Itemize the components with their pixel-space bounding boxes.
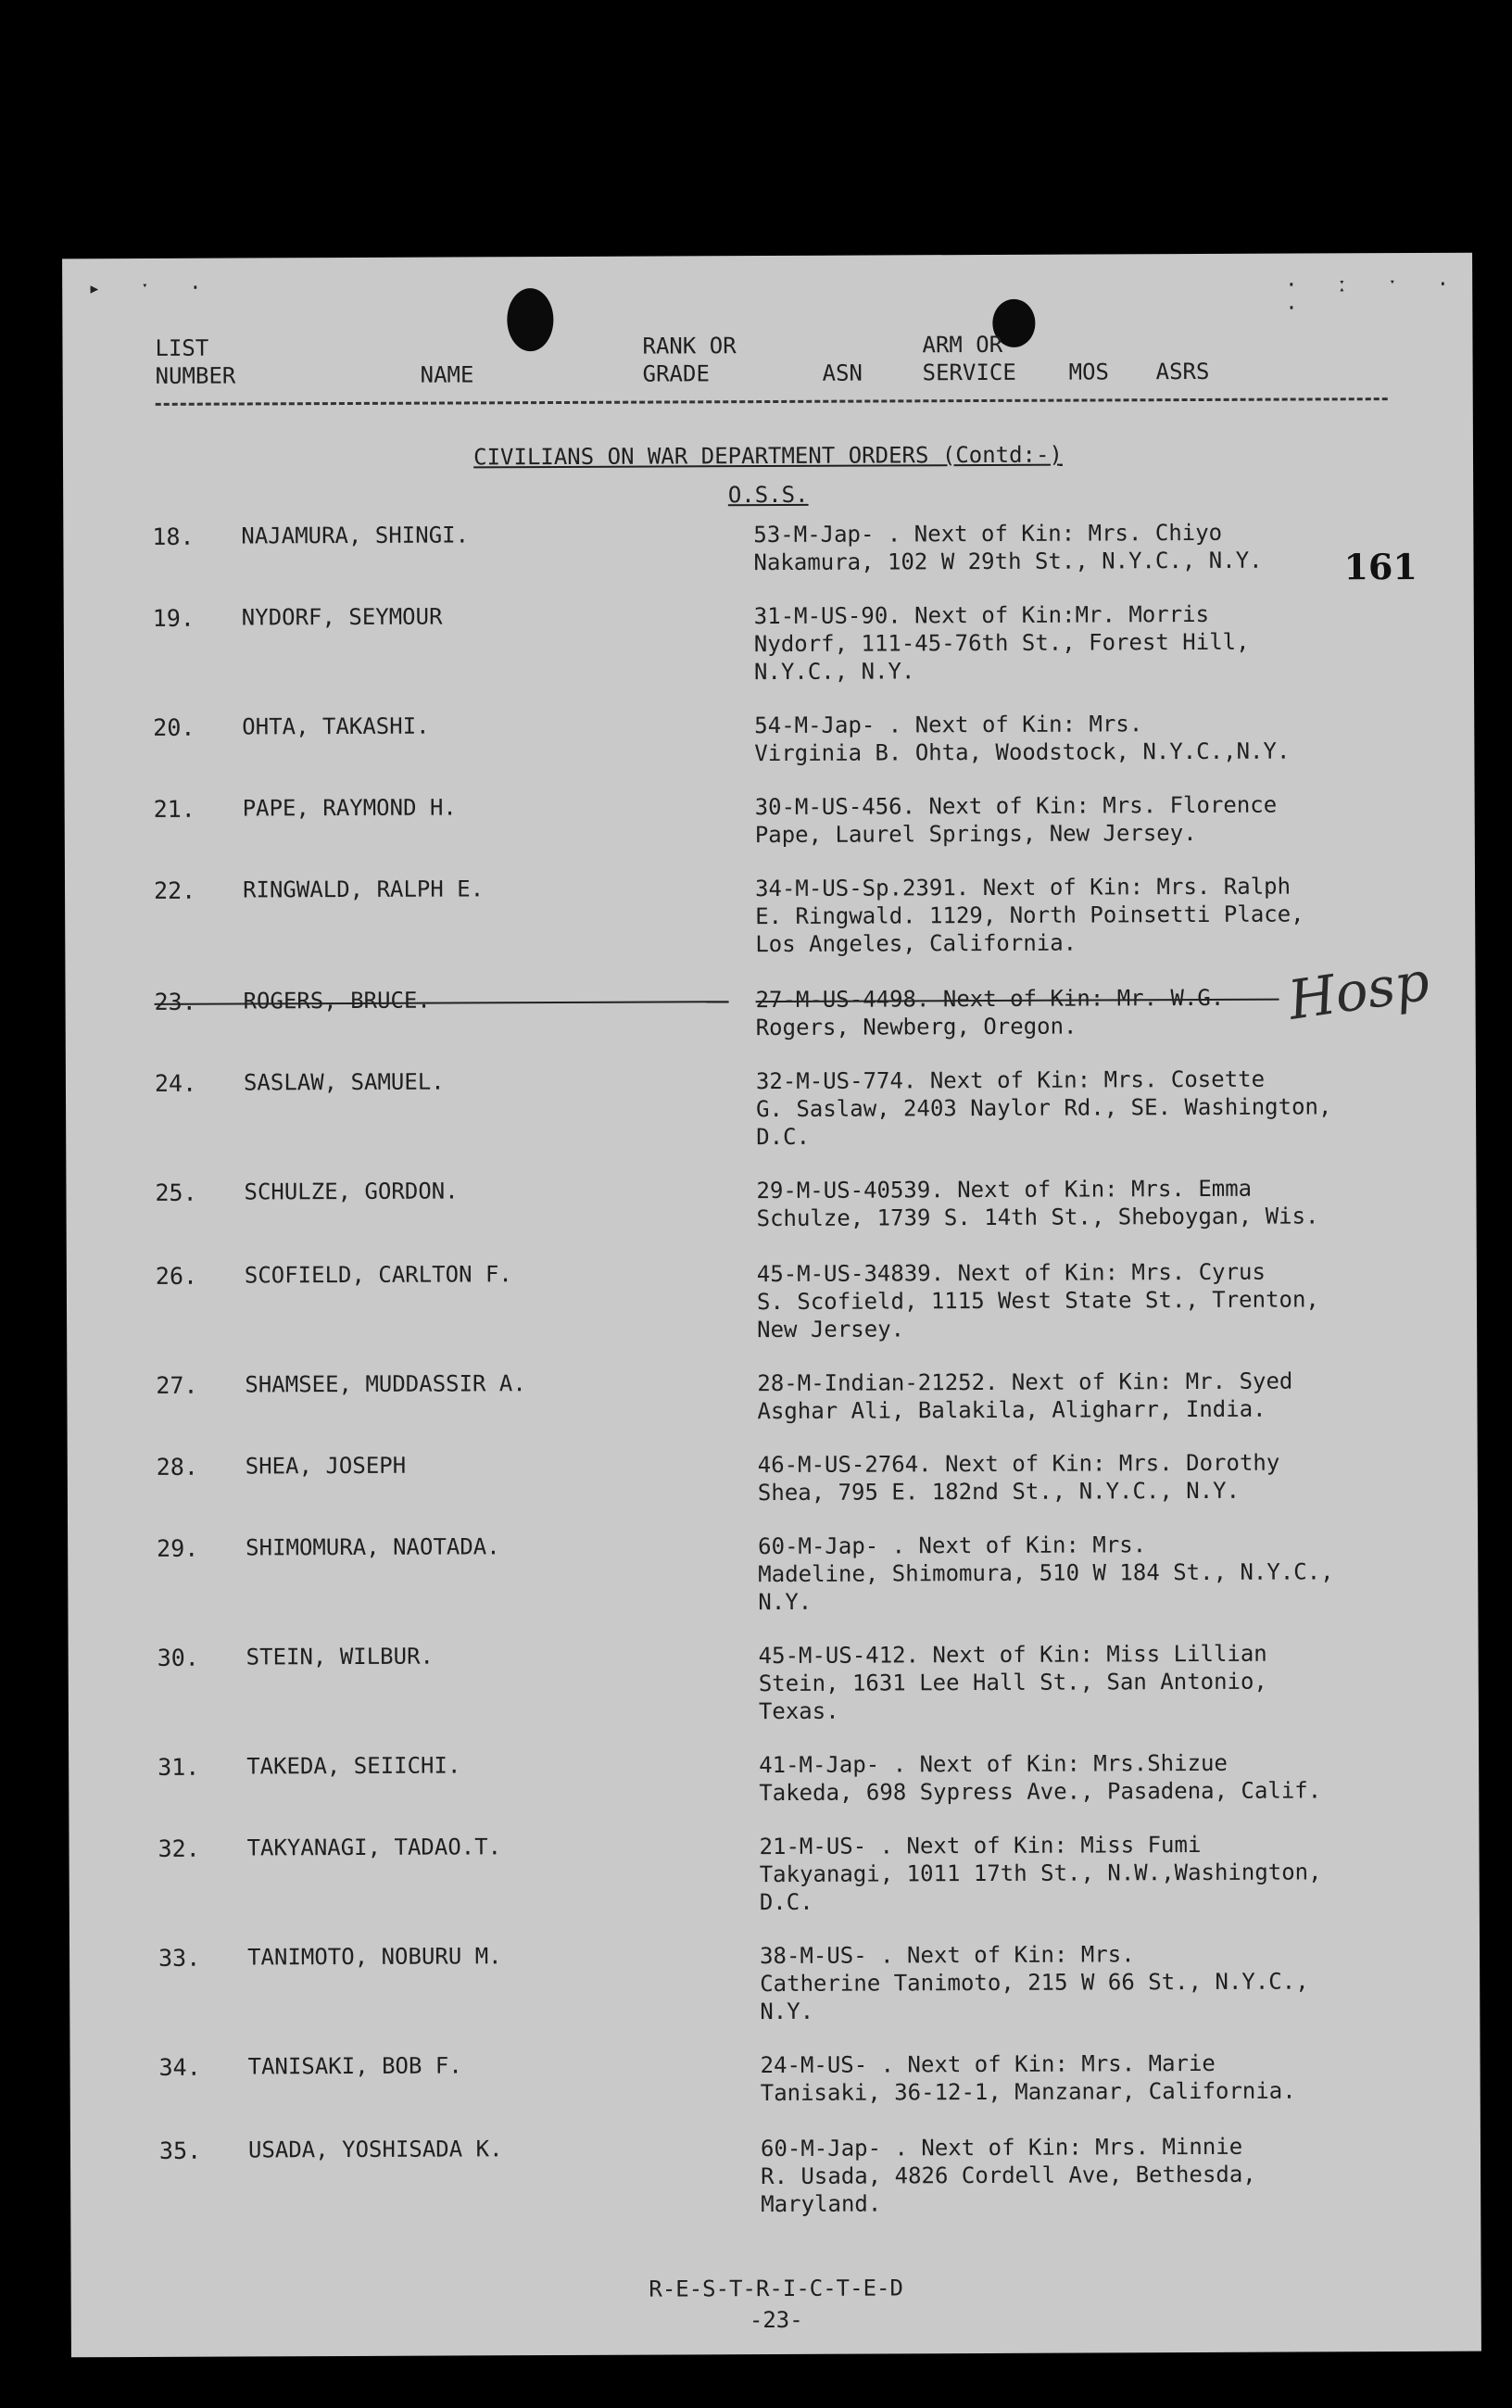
entry-details: 27-M-US-4498. Next of Kin: Mr. W.G. Rogers, Newberg, Oregon.	[755, 984, 1225, 1041]
entry-number: 34.	[158, 2053, 201, 2081]
entry-number: 29.	[157, 1534, 199, 1562]
entry-name: SHEA, JOSEPH	[245, 1452, 407, 1480]
speck-marks: · ː ˑ · ·	[1285, 272, 1462, 321]
entry-details: 31-M-US-90. Next of Kin:Mr. Morris Nydorf, 111-45-76th St., Forest Hill, N.Y.C., N.Y.	[753, 600, 1250, 686]
entry-details: 53-M-Jap- . Next of Kin: Mrs. Chiyo Nakamura, 102 W 29th St., N.Y.C., N.Y.	[753, 519, 1263, 576]
entry-number: 23.	[154, 988, 196, 1015]
entry-details: 41-M-Jap- . Next of Kin: Mrs.Shizue Takeda, 698 Sypress Ave., Pasadena, Calif.	[759, 1749, 1322, 1807]
page-number: -23-	[749, 2306, 803, 2334]
entry-details: 60-M-Jap- . Next of Kin: Mrs. Minnie R. Usada, 4826 Cordell Ave, Bethesda, Maryland.	[760, 2133, 1256, 2218]
list-entry	[66, 1174, 1476, 1232]
entry-number: 30.	[157, 1644, 199, 1671]
entry-name: TAKEDA, SEIICHI.	[246, 1752, 461, 1780]
col-header-list-number: LIST NUMBER	[155, 334, 236, 389]
entry-name: SASLAW, SAMUEL.	[243, 1068, 445, 1096]
list-entry	[65, 790, 1475, 849]
entry-name: TANISAKI, BOB F.	[247, 2052, 462, 2080]
entry-name: USADA, YOSHISADA K.	[247, 2136, 503, 2163]
list-entry	[69, 1830, 1479, 1916]
entry-number: 27.	[156, 1371, 198, 1399]
list-entry	[65, 872, 1475, 958]
entry-name: SCHULZE, GORDON.	[244, 1178, 459, 1205]
entry-details: 28-M-Indian-21252. Next of Kin: Mr. Syed Asghar Ali, Balakila, Aligharr, India.	[757, 1368, 1293, 1425]
entry-number: 25.	[155, 1179, 197, 1206]
restricted-marking: R-E-S-T-R-I-C-T-E-D	[649, 2275, 903, 2302]
list-entry	[69, 1748, 1479, 1807]
entry-details: 45-M-US-34839. Next of Kin: Mrs. Cyrus S. Scofield, 1115 West State St., Trenton, New Jersey.	[756, 1258, 1319, 1343]
entry-name: OHTA, TAKASHI.	[242, 712, 430, 740]
list-entry	[70, 2049, 1480, 2107]
col-header-arm: ARM OR SERVICE	[922, 331, 1016, 386]
subsection-title: O.S.S.	[727, 481, 809, 509]
entry-details: 32-M-US-774. Next of Kin: Mrs. Cosette G. Saslaw, 2403 Naylor Rd., SE. Washington, D.C.	[755, 1065, 1332, 1151]
list-entry	[69, 1639, 1479, 1725]
entry-number: 31.	[158, 1753, 200, 1781]
entry-details: 54-M-Jap- . Next of Kin: Mrs. Virginia B. Ohta, Woodstock, N.Y.C.,N.Y.	[754, 711, 1291, 767]
entry-name: SHIMOMURA, NAOTADA.	[246, 1533, 500, 1561]
entry-details: 24-M-US- . Next of Kin: Mrs. Marie Tanisaki, 36-12-1, Manzanar, California.	[760, 2049, 1296, 2107]
entry-name: PAPE, RAYMOND H.	[242, 794, 457, 822]
entry-name: NYDORF, SEYMOUR	[241, 603, 443, 631]
entry-name: SCOFIELD, CARLTON F.	[244, 1261, 512, 1289]
entry-details: 38-M-US- . Next of Kin: Mrs. Catherine Tanimoto, 215 W 66 St., N.Y.C., N.Y.	[760, 1941, 1309, 2025]
col-header-name: NAME	[420, 361, 474, 388]
speck-marks: ▸ ˑ ·	[88, 276, 215, 301]
section-title: CIVILIANS ON WAR DEPARTMENT ORDERS (Contd:-)	[473, 441, 1063, 471]
document-page	[62, 253, 1481, 2358]
col-header-asn: ASN	[822, 359, 863, 386]
list-entry	[70, 2132, 1480, 2218]
list-entry	[64, 599, 1474, 686]
list-entry	[66, 1065, 1476, 1151]
entry-number: 21.	[153, 795, 195, 823]
list-entry	[67, 1367, 1477, 1425]
entry-number: 28.	[156, 1453, 198, 1481]
list-entry	[64, 709, 1474, 767]
list-entry	[67, 1257, 1477, 1343]
entry-details: 29-M-US-40539. Next of Kin: Mrs. Emma Schulze, 1739 S. 14th St., Sheboygan, Wis.	[756, 1175, 1319, 1232]
entry-number: 18.	[152, 523, 195, 550]
entry-number: 20.	[153, 713, 195, 741]
entry-number: 35.	[158, 2137, 202, 2164]
punch-hole-left	[507, 288, 553, 351]
list-entry	[68, 1448, 1478, 1507]
entry-name: NAJAMURA, SHINGI.	[241, 522, 470, 549]
entry-name: SHAMSEE, MUDDASSIR A.	[245, 1370, 526, 1398]
handwritten-annotation: Hosp	[1284, 949, 1434, 1032]
entry-name: TANIMOTO, NOBURU M.	[247, 1943, 502, 1971]
entry-details: 46-M-US-2764. Next of Kin: Mrs. Dorothy Shea, 795 E. 182nd St., N.Y.C., N.Y.	[757, 1449, 1280, 1507]
entry-details: 60-M-Jap- . Next of Kin: Mrs. Madeline, Shimomura, 510 W 184 St., N.Y.C., N.Y.	[758, 1532, 1334, 1616]
entry-details: 34-M-US-Sp.2391. Next of Kin: Mrs. Ralph E. Ringwald. 1129, North Poinsetti Place, Los Angeles, California.	[754, 873, 1304, 958]
entry-number: 33.	[158, 1944, 201, 1972]
col-header-rank: RANK OR GRADE	[642, 333, 737, 387]
list-entry	[68, 1530, 1478, 1616]
entry-name: STEIN, WILBUR.	[246, 1643, 435, 1670]
entry-number: 24.	[154, 1069, 197, 1097]
entry-number: 22.	[153, 876, 196, 904]
entry-details: 45-M-US-412. Next of Kin: Miss Lillian Stein, 1631 Lee Hall St., San Antonio, Texas.	[758, 1640, 1267, 1725]
col-header-mos: MOS	[1068, 359, 1110, 385]
entry-details: 21-M-US- . Next of Kin: Miss Fumi Takyanagi, 1011 17th St., N.W.,Washington, D.C.	[759, 1831, 1322, 1916]
entry-name: TAKYANAGI, TADAO.T.	[246, 1834, 502, 1861]
page-stamp-number: 161	[1343, 545, 1418, 588]
entry-name: RINGWALD, RALPH E.	[242, 876, 485, 903]
entry-number: 26.	[155, 1262, 198, 1290]
header-divider	[156, 397, 1388, 406]
entry-name: ROGERS, BRUCE.	[243, 987, 431, 1015]
col-header-asrs: ASRS	[1155, 358, 1210, 385]
entry-number: 19.	[152, 604, 195, 632]
list-entry	[69, 1939, 1480, 2025]
list-entry	[66, 949, 1476, 1041]
entry-number: 32.	[158, 1834, 200, 1862]
entry-details: 30-M-US-456. Next of Kin: Mrs. Florence Pape, Laurel Springs, New Jersey.	[754, 791, 1278, 849]
strikethrough-line	[155, 1001, 729, 1005]
